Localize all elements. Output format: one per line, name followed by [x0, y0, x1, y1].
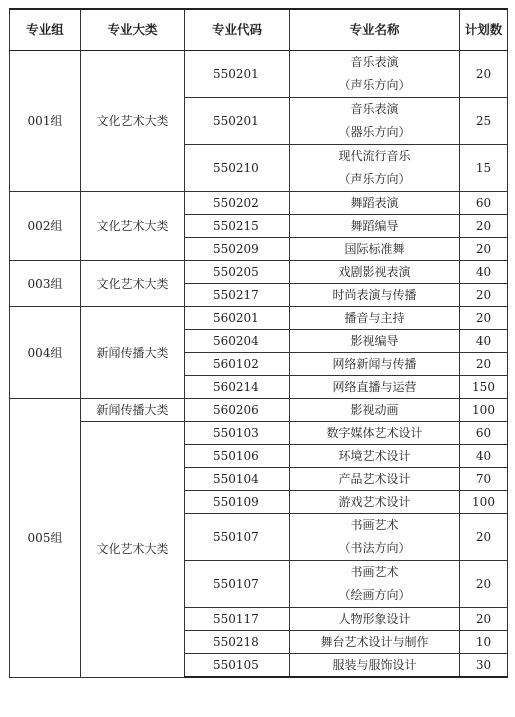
name-cell	[290, 284, 460, 307]
header-name: 专业名称	[290, 9, 460, 51]
name-cell	[290, 445, 460, 468]
name-cell	[290, 261, 460, 284]
plan-cell: 40	[460, 330, 508, 353]
code-cell: 550106	[185, 445, 290, 468]
name-cell	[290, 654, 460, 678]
category-cell: 文化艺术大类	[81, 51, 185, 192]
header-row	[10, 9, 508, 51]
table-body	[10, 51, 508, 678]
name-cell	[290, 399, 460, 422]
plan-cell: 20	[460, 307, 508, 330]
name-cell	[290, 98, 460, 145]
code-cell: 550109	[185, 491, 290, 514]
group-cell: 003组	[10, 261, 81, 307]
code-cell: 550103	[185, 422, 290, 445]
name-line: （器乐方向）	[338, 125, 411, 139]
plan-cell: 100	[460, 491, 508, 514]
name-line: 产品艺术设计	[338, 472, 411, 486]
name-line: 播音与主持	[344, 311, 405, 325]
name-line: 服装与服饰设计	[332, 658, 417, 672]
name-cell	[290, 307, 460, 330]
name-cell	[290, 145, 460, 192]
name-cell	[290, 631, 460, 654]
code-cell: 560214	[185, 376, 290, 399]
name-cell	[290, 192, 460, 215]
name-line: （书法方向）	[338, 541, 411, 555]
name-line: 音乐表演	[350, 55, 399, 69]
plan-cell: 40	[460, 261, 508, 284]
code-cell: 550210	[185, 145, 290, 192]
code-cell: 550117	[185, 608, 290, 631]
name-line: 舞蹈表演	[350, 196, 399, 210]
name-line: 数字媒体艺术设计	[326, 426, 423, 440]
code-cell: 550107	[185, 561, 290, 608]
group-cell: 005组	[10, 399, 81, 678]
name-line: （声乐方向）	[338, 78, 411, 92]
plan-cell: 70	[460, 468, 508, 491]
name-line: 舞蹈编导	[350, 219, 399, 233]
name-line: 游戏艺术设计	[338, 495, 411, 509]
code-cell: 550201	[185, 51, 290, 98]
name-line: 网络直播与运营	[332, 380, 417, 394]
name-cell	[290, 376, 460, 399]
name-line: 影视编导	[350, 334, 399, 348]
table-row	[10, 422, 508, 445]
name-line: 时尚表演与传播	[332, 288, 417, 302]
plan-cell: 20	[460, 561, 508, 608]
category-cell: 文化艺术大类	[81, 422, 185, 678]
group-cell: 002组	[10, 192, 81, 261]
name-line: 现代流行音乐	[338, 149, 411, 163]
plan-cell: 20	[460, 215, 508, 238]
name-line: 书画艺术	[350, 565, 399, 579]
name-line: （声乐方向）	[338, 172, 411, 186]
table-row	[10, 399, 508, 422]
name-line: 环境艺术设计	[338, 449, 411, 463]
plan-cell: 20	[460, 238, 508, 261]
group-cell: 001组	[10, 51, 81, 192]
header-plan: 计划数	[460, 9, 508, 51]
category-cell: 文化艺术大类	[81, 261, 185, 307]
name-line: 音乐表演	[350, 102, 399, 116]
plan-cell: 60	[460, 422, 508, 445]
plan-cell: 20	[460, 284, 508, 307]
name-cell	[290, 51, 460, 98]
plan-cell: 20	[460, 514, 508, 561]
plan-cell: 100	[460, 399, 508, 422]
name-line: 书画艺术	[350, 518, 399, 532]
category-cell: 文化艺术大类	[81, 192, 185, 261]
plan-cell: 30	[460, 654, 508, 678]
code-cell: 550217	[185, 284, 290, 307]
plan-cell: 20	[460, 51, 508, 98]
code-cell: 560204	[185, 330, 290, 353]
name-cell	[290, 608, 460, 631]
header-category: 专业大类	[81, 9, 185, 51]
enrollment-plan-table	[9, 8, 508, 678]
code-cell: 560201	[185, 307, 290, 330]
code-cell: 560102	[185, 353, 290, 376]
plan-cell: 25	[460, 98, 508, 145]
code-cell: 550202	[185, 192, 290, 215]
name-line: 人物形象设计	[338, 612, 411, 626]
plan-cell: 20	[460, 608, 508, 631]
code-cell: 550107	[185, 514, 290, 561]
code-cell: 550201	[185, 98, 290, 145]
plan-cell: 60	[460, 192, 508, 215]
code-cell: 550205	[185, 261, 290, 284]
plan-cell: 15	[460, 145, 508, 192]
name-cell	[290, 468, 460, 491]
name-cell	[290, 491, 460, 514]
code-cell: 560206	[185, 399, 290, 422]
name-cell	[290, 330, 460, 353]
name-line: 舞台艺术设计与制作	[320, 635, 429, 649]
name-cell	[290, 238, 460, 261]
code-cell: 550215	[185, 215, 290, 238]
header-group: 专业组	[10, 9, 81, 51]
name-line: 影视动画	[350, 403, 399, 417]
group-cell: 004组	[10, 307, 81, 399]
table-row	[10, 192, 508, 215]
code-cell: 550218	[185, 631, 290, 654]
category-cell: 新闻传播大类	[81, 399, 185, 422]
table-row	[10, 51, 508, 98]
name-cell	[290, 514, 460, 561]
plan-cell: 40	[460, 445, 508, 468]
plan-cell: 20	[460, 353, 508, 376]
table-row	[10, 261, 508, 284]
code-cell: 550104	[185, 468, 290, 491]
code-cell: 550209	[185, 238, 290, 261]
category-cell: 新闻传播大类	[81, 307, 185, 399]
name-line: 网络新闻与传播	[332, 357, 417, 371]
name-line: 国际标准舞	[344, 242, 405, 256]
plan-cell: 10	[460, 631, 508, 654]
name-line: 戏剧影视表演	[338, 265, 411, 279]
name-cell	[290, 215, 460, 238]
name-cell	[290, 561, 460, 608]
name-cell	[290, 353, 460, 376]
header-code: 专业代码	[185, 9, 290, 51]
code-cell: 550105	[185, 654, 290, 678]
name-line: （绘画方向）	[338, 588, 411, 602]
name-cell	[290, 422, 460, 445]
table-row	[10, 307, 508, 330]
plan-cell: 150	[460, 376, 508, 399]
